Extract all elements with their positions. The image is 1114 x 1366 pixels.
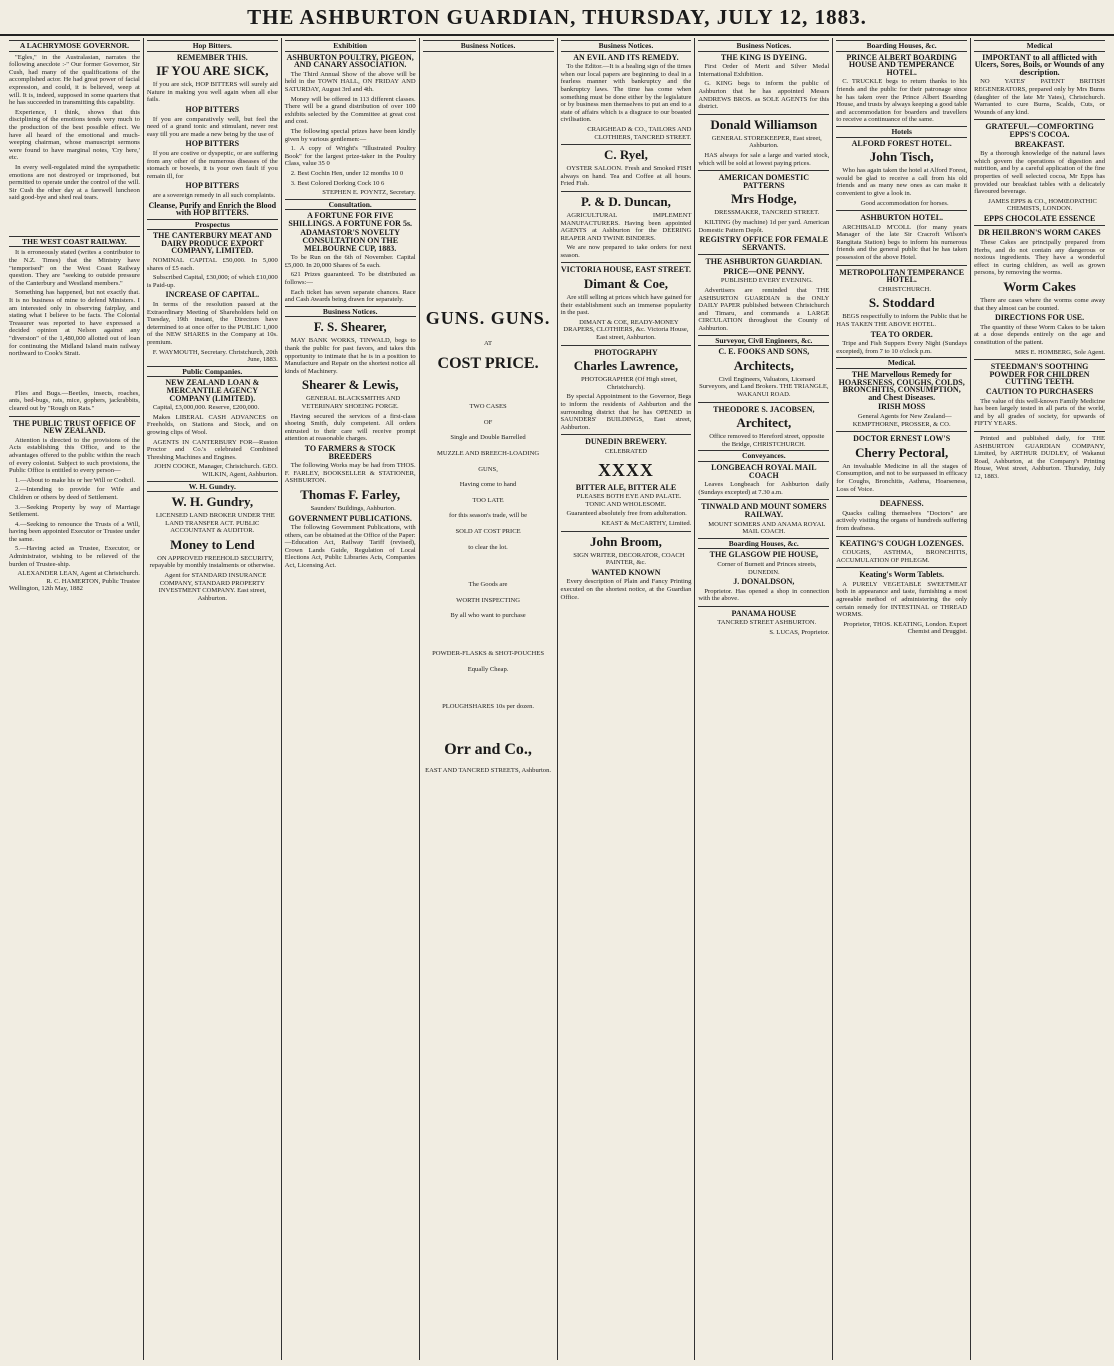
ad-text: MUZZLE AND BREECH-LOADING [436, 449, 540, 457]
section-header: Boarding Houses, &c. [836, 40, 967, 52]
section-header: Consultation. [285, 199, 416, 211]
ad-text: CHRISTCHURCH. [878, 285, 931, 293]
ad-heading: THE GLASGOW PIE HOUSE, [709, 550, 818, 560]
ad-text: ON APPROVED FREEHOLD SECURITY, repayable by monthly instalments or otherwise. [149, 554, 275, 570]
article-paragraph: Something has happened, but not exactly that. It is no business of mine to defend Ministers. I am interested only in observing fairplay, and stating what I believe to be facts. The Colonial Treasurer was reported to have expressed a decided opinion at Nelson against any "diversion" of the 1,480,000 allotted out of loan for continuing the Midland Island main railway northward to Cook's Strait. [9, 289, 140, 358]
ad-text: AGRICULTURAL IMPLEMENT MANUFACTURERS. Having been appointed AGENTS at Ashburton for the DEERING REAPER AND TWINE BINDERS. [560, 211, 692, 242]
ad-heading: PRICE—ONE PENNY. [723, 266, 805, 276]
ad-heading: THE Marvellous Remedy for HOARSENESS, COUGHS, COLDS, BRONCHITIS, CONSUMPTION, and Chest Diseases. [838, 370, 965, 402]
ad-heading: Mrs Hodge, [730, 191, 797, 207]
ad-text: G. KING begs to inform the public of Ashburton that he has appointed Messrs ANDREWS BROS. as SOLE AGENTS for this district. [698, 80, 830, 111]
ad-text: Tripe and Fish Suppers Every Night (Sundays excepted), from 7 to 10 o'clock p.m. [836, 340, 968, 355]
ad-text: Single and Double Barrelled [450, 434, 526, 442]
ad-text: By all who want to purchase [450, 612, 526, 620]
section-header: THE WEST COAST RAILWAY. [9, 236, 140, 248]
ad-heading: AN EVIL AND ITS REMEDY. [573, 52, 679, 62]
column-7 [833, 38, 971, 1360]
ad-text: KILTING (by machine) 1d per yard. American Domestic Pattern Depôt. [698, 218, 830, 234]
ad-text: If you are sick, HOP BITTERS will surely aid Nature in making you well again when all else fails. [146, 81, 278, 104]
section-header: Hop Bitters. [147, 40, 278, 52]
ad-heading: BREAKFAST. [1014, 139, 1065, 149]
ad-heading: Charles Lawrence, [573, 358, 679, 374]
ad-heading: TINWALD AND MOUNT SOMERS RAILWAY. [701, 502, 827, 519]
ad-heading: DUNEDIN BREWERY. [585, 437, 667, 447]
ad-text: An invaluable Medicine in all the stages of Consumption, and not to be surpassed in efficacy for Coughs, Bronchitis, Asthma, Hoarseness, Loss of Voice. [836, 462, 968, 493]
list-item: 3.—Seeking Property by way of Marriage Settlement. [9, 503, 140, 519]
ad-heading: Thomas F. Farley, [300, 486, 401, 502]
ad-heading: BITTER ALE, BITTER ALE [575, 482, 677, 492]
column-1 [6, 38, 144, 1360]
ad-text: MOUNT SOMERS AND ANAMA ROYAL MAIL COACH. [708, 520, 826, 536]
ad-text: 2. Best Cochin Hen, under 12 months 10 0 [290, 169, 404, 177]
ad-heading: ASHBURTON POULTRY, PIGEON, AND CANARY ASSOCIATION. [286, 52, 414, 70]
ad-heading: VICTORIA HOUSE, EAST STREET. [560, 265, 691, 275]
ad-text: are a sovereign remedy in all such complaints. [152, 191, 276, 199]
ad-text: to clear the lot. [468, 543, 508, 551]
signature: ALEXANDER LEAN, Agent at Christchurch. [17, 570, 140, 578]
ad-text: AGENTS IN CANTERBURY FOR—Ruston Proctor and Co.'s celebrated Combined Threshing Machines and Engines. [146, 438, 278, 461]
signature: R. C. HAMERTON, Public Trustee [46, 577, 140, 585]
ad-heading: Architect, [736, 415, 792, 431]
ad-text: JAMES EPPS & CO., HOMŒOPATHIC CHEMISTS, LONDON. [988, 197, 1097, 213]
ad-text: To the Editor.—It is a healing sign of the times when our local papers are beginning to deal in a fearless manner with bankruptcy and the bankruptcy laws. The time has come when something must be done either by the legislature or by business men themselves to put an end to a state of affairs which is a disgrace to our boasted civilisation. [560, 63, 692, 124]
ad-heading: C. Ryel, [603, 147, 648, 163]
section-header: Surveyor, Civil Engineers, &c. [698, 335, 829, 347]
ad-text: Agent for STANDARD INSURANCE COMPANY, STANDARD PROPERTY INVESTMENT COMPANY. East street, Ashburton. [158, 572, 267, 602]
ad-heading: ALFORD FOREST HOTEL. [851, 138, 952, 148]
ad-heading: HOP BITTERS [185, 139, 240, 149]
ad-heading: CAUTION TO PURCHASERS [985, 386, 1094, 396]
article-paragraph: Attention is directed to the provisions of the Acts establishing this Office, and to the advantages offered to the public within the reach of every colonist. Subject to such provisions, the Public Office is entitled to every person— [9, 436, 140, 475]
ad-text: Every description of Plain and Fancy Printing executed on the shortest notice, at the Guardian Office. [560, 578, 692, 601]
section-header: Business Notices. [423, 40, 554, 52]
ad-text: The Third Annual Show of the above will be held in the TOWN HALL, ON FRIDAY AND SATURDAY, August 3rd and 4th. [284, 70, 416, 93]
columns [6, 38, 1108, 1360]
ad-text: CELEBRATED [604, 447, 647, 455]
ad-text: for this season's trade, will be [449, 512, 528, 520]
list-item: 1.—About to make his or her Will or Codicil. [15, 476, 136, 484]
ad-text: Makes LIBERAL CASH ADVANCES on Freeholds, on Stations and Stock, and on growing clips of Wool. [146, 413, 278, 436]
ad-text: COUGHS, ASTHMA, BRONCHITIS, ACCUMULATION OF PHLEGM. [836, 549, 968, 564]
ad-text: Capital, £3,000,000. Reserve, £200,000. [152, 404, 260, 412]
ad-heading: AMERICAN DOMESTIC PATTERNS [718, 173, 810, 190]
list-item: 4.—Seeking to renounce the Trusts of a Will, having been appointed Executor or Trustee under the same. [9, 520, 140, 543]
ad-heading: ASHBURTON HOTEL. [860, 213, 944, 223]
ad-heading: EPPS CHOCOLATE ESSENCE [983, 213, 1096, 223]
ad-heading: Orr and Co., [444, 740, 532, 758]
ad-text: C. TRUCKLE begs to return thanks to his friends and the public for their patronage since he has taken over the Prince Albert Boarding House, and trusts by always keeping a good table and accommodation for boarders and travellers to receive a continuance of the same. [836, 78, 968, 124]
ad-text: If you are comparatively well, but feel the need of a grand tonic and stimulant, never rest easy till you are made a new being by the use of [146, 115, 278, 138]
ad-text: By a thorough knowledge of the natural laws which govern the operations of digestion and nutrition, and by a careful application of the fine properties of well selected cocoa, Mr Epps has provided our breakfast tables with a delicately flavoured beverage. [974, 150, 1105, 196]
section-header: Public Companies. [147, 366, 278, 378]
ad-heading: LONGBEACH ROYAL MAIL COACH [711, 462, 817, 480]
ad-heading: PRINCE ALBERT BOARDING HOUSE AND TEMPERANCE HOTEL. [846, 52, 958, 77]
section-header: Hotels [836, 126, 967, 138]
ad-text: Saunders' Buildings, Ashburton. [310, 504, 396, 512]
ad-heading: REMEMBER THIS. [176, 52, 248, 62]
article-paragraph: Flies and Bugs.—Beetles, insects, roaches, ants, bed-bugs, rats, mice, gophers, jackrabbits, cleared out by "Rough on Rats." [9, 389, 140, 412]
ad-heading: PANAMA HOUSE [731, 608, 797, 618]
ad-text: DRESSMAKER, TANCRED STREET. [714, 209, 820, 217]
ad-text: GUNS, [478, 465, 498, 473]
column-8 [971, 38, 1108, 1360]
section-header: Medical [974, 40, 1105, 52]
ad-heading: WANTED KNOWN [591, 567, 661, 577]
ad-text: OF [483, 418, 493, 426]
ad-text: Proprietor. Has opened a shop in connection with the above. [698, 587, 830, 603]
ad-text: OYSTER SALOON. Fresh and Smoked FISH always on hand. Tea and Coffee at all hours. Fried Fish. [560, 165, 692, 188]
ad-heading: IMPORTANT to all afflicted with Ulcers, Sores, Boils, or Wounds of any description. [974, 52, 1105, 77]
ad-heading: INCREASE OF CAPITAL. [165, 290, 260, 300]
ad-text: Leaves Longbeach for Ashburton daily (Sundays excepted) at 7.30 a.m. [698, 481, 830, 496]
ad-text: MAY BANK WORKS, TINWALD, begs to thank the public for past favors, and takes this opportunity to intimate that he is in a position to Manufacture and Repair on the shortest notice all kinds of Machinery. [284, 337, 416, 375]
ad-text: GENERAL BLACKSMITHS AND VETERINARY SHOEING FORGE. [301, 395, 401, 410]
column-3 [282, 38, 420, 1360]
ad-text: BEGS respectfully to inform the Public that he HAS TAKEN THE ABOVE HOTEL. [836, 313, 968, 329]
ad-text: In terms of the resolution passed at the Extraordinary Meeting of Shareholders held on Tuesday, 19th instant, the Directors have determined to at once offer to the PUBLIC 1,000 of the NEW SHARES in the Company at 10s. premium. [146, 301, 278, 346]
section-header: Prospectus [147, 219, 278, 231]
ad-text: AT [484, 339, 493, 347]
ad-text: TWO CASES [469, 403, 507, 411]
ad-heading: THEODORE S. JACOBSEN, [713, 404, 815, 414]
ad-text: ARCHIBALD M'COLL (for many years Manager of the late Sir Cracroft Wilson's Rangitata Station) begs to inform his numerous friends and the general public that he has taken possession of the above Hotel. [836, 223, 968, 262]
section-header: Business Notices. [561, 40, 692, 52]
section-header: Conveyances. [698, 450, 829, 462]
ad-text: We are now prepared to take orders for next season. [560, 244, 692, 259]
ad-text: Quacks calling themselves "Doctors" are actively visiting the organs of hundreds suffering from deafness. [836, 509, 968, 532]
ad-text: To be Run on the 6th of November. Capital £5,000. In 20,000 Shares of 5s each. [284, 254, 416, 269]
ad-text: POWDER-FLASKS & SHOT-POUCHES [432, 649, 544, 657]
ad-text: The following special prizes have been kindly given by various gentlemen:— [284, 127, 416, 143]
ad-heading: XXXX [597, 459, 654, 480]
ad-text: General Agents for New Zealand—KEMPTHORNE, PROSSER, & CO. [852, 412, 952, 428]
ad-text: TANCRED STREET ASHBURTON. [717, 619, 817, 627]
ad-heading: Worm Cakes [1003, 279, 1076, 295]
ad-text: Civil Engineers, Valuators, Licensed Surveyors, and Land Brokers. THE TRIANGLE, WAKANUI ROAD. [699, 375, 829, 398]
ad-heading: J. DONALDSON, [733, 577, 795, 587]
ad-heading: Shearer & Lewis, [301, 377, 399, 393]
signature: MRS E. HOMBERG, Sole Agent. [1015, 348, 1105, 356]
ad-text: GENERAL STOREKEEPER, East street, Ashburton. [711, 134, 822, 150]
ad-text: There are cases where the worms come away that they almost can be counted. [974, 297, 1105, 312]
ad-text: PHOTOGRAPHER (Of High street, Christchurch). [581, 376, 677, 391]
ad-text: First Order of Merit and Silver Medal International Exhibition. [698, 63, 830, 78]
masthead [0, 0, 1114, 36]
signature: CRAIGHEAD & CO., TAILORS AND CLOTHIERS, TANCRED STREET. [587, 125, 692, 141]
ad-heading: GRATEFUL—COMFORTING EPPS'S COCOA. [985, 122, 1094, 139]
ad-heading: John Tisch, [869, 149, 934, 165]
dateline: Wellington, 12th May, 1882 [9, 585, 83, 593]
ad-text: These Cakes are principally prepared from Herbs, and do not contain any dangerous or noxious ingredients. They have a wonderful effect in curing children, as well as grown persons, by removing the worms. [974, 239, 1105, 277]
ad-text: By special Appointment to the Governor, Begs to inform the residents of Ashburton and the surrounding district that he has OPENED in SAUNDERS' BUILDINGS, East street, Ashburton. [560, 393, 692, 431]
ad-heading: IRISH MOSS [878, 402, 926, 412]
ad-heading: Architects, [733, 357, 794, 373]
section-header: Boarding Houses, &c. [698, 538, 829, 550]
signature: F. WAYMOUTH, Secretary. Christchurch, 20th June, 1883. [152, 348, 278, 364]
ad-text: If you are costive or dyspeptic, or are suffering from any other of the numerous diseases of the stomach or bowels, it is your own fault if you remain ill, for [146, 149, 278, 180]
ad-heading: TEA TO ORDER. [870, 329, 933, 339]
ad-text: Who has again taken the hotel at Alford Forest, would be glad to receive a call from his old friends and as many new ones as can make it convenient to give a look in. [836, 167, 968, 197]
ad-text: DIMANT & COE, READY-MONEY DRAPERS, CLOTHIERS, &c. Victoria House, East street, Ashburton. [563, 318, 689, 342]
ad-text: Are still selling at prices which have gained for their establishment such an immense popularity in the past. [560, 294, 692, 317]
ad-heading: STEEDMAN'S SOOTHING POWDER FOR CHILDREN CUTTING TEETH. [989, 362, 1090, 387]
ad-heading: C. E. FOOKS AND SONS, [718, 347, 810, 357]
ad-heading: Money to Lend [170, 536, 255, 552]
ad-text: SIGN WRITER, DECORATOR, COACH PAINTER, &c. [573, 551, 685, 567]
ad-heading: Cleanse, Purify and Enrich the Blood with HOP BITTERS. [148, 200, 277, 218]
signature: KEAST & McCARTHY, Limited. [601, 519, 692, 527]
ad-heading: HOP BITTERS [185, 104, 240, 114]
list-item: 5.—Having acted as Trustee, Executor, or Administrator, wishing to be relieved of the burden of Trustee-ship. [9, 545, 140, 568]
ad-text: PLEASES BOTH EYE AND PALATE. TONIC AND WHOLESOME. [576, 493, 682, 508]
ad-heading: S. Stoddard [868, 295, 935, 311]
ad-heading: Donald Williamson [710, 116, 818, 132]
ad-heading: DIRECTIONS FOR USE. [994, 313, 1085, 323]
ad-heading: DEAFNESS. [879, 499, 924, 509]
ad-text: NO YATES' PATENT BRITISH REGENERATORS, prepared only by Mrs Burns (daughter of the late Mr Yates), Christchurch. Warranted to cure Burns, Scalds, Cuts, or Wounds of any kind. [974, 78, 1105, 116]
ad-text: Corner of Burnett and Princes streets, DUNEDIN. [717, 560, 817, 576]
ad-heading: TO FARMERS & STOCK BREEDERS [304, 443, 396, 461]
ad-text: Subscribed Capital, £30,000; of which £10,000 is Paid-up. [146, 274, 278, 289]
ad-heading: GUNS. GUNS. [425, 307, 551, 328]
ad-heading: Cherry Pectoral, [855, 444, 949, 460]
column-2 [144, 38, 282, 1360]
ad-heading: F. S. Shearer, [313, 319, 387, 335]
ad-heading: NEW ZEALAND LOAN & MERCANTILE AGENCY COMPANY (LIMITED). [165, 378, 260, 403]
section-header: Medical. [836, 357, 967, 369]
section-header: W. H. Gundry. [147, 481, 278, 493]
column-5 [558, 38, 696, 1360]
signature: S. LUCAS, Proprietor. [769, 629, 830, 637]
section-header: A LACHRYMOSE GOVERNOR. [9, 40, 140, 52]
ad-heading: DOCTOR ERNEST LOW'S [853, 434, 951, 444]
section-header: Exhibition [285, 40, 416, 52]
ad-heading: THE ASHBURTON GUARDIAN. [705, 257, 823, 267]
ad-text: The value of this well-known Family Medicine has been largely tested in all parts of the world, and by all grades of society, for upwards of FIFTY YEARS. [974, 397, 1105, 428]
ad-heading: P. & D. Duncan, [581, 193, 671, 209]
ad-text: A PURELY VEGETABLE SWEETMEAT both in appearance and taste, furnishing a most agreeable method of administering the only certain remedy for INTESTINAL or THREAD WORMS. [836, 580, 968, 619]
ad-heading: COST PRICE. [437, 355, 539, 373]
ad-heading: METROPOLITAN TEMPERANCE HOTEL. [839, 267, 965, 285]
ad-heading: W. H. Gundry, [171, 494, 254, 510]
masthead-title: THE ASHBURTON GUARDIAN, THURSDAY, JULY 12, 1883. [247, 4, 867, 29]
article-paragraph: Experience, I think, shows that this disciplining of the emotions tends very much to the production of the best possible effect. We have all heard of the emotional and much-weeping chairman, whose manuscript sermons were found to have marginal notes, 'Cry here,' etc. [9, 108, 140, 162]
ad-text: Office removed to Hereford street, opposite the Bridge, CHRISTCHURCH. [709, 433, 825, 448]
ad-heading: John Broom, [589, 533, 662, 549]
ad-text: The quantity of these Worm Cakes to be taken at a dose depends entirely on the age and constitution of the patient. [974, 323, 1105, 346]
ad-text: Having come to hand [459, 481, 517, 489]
ad-text: Each ticket has seven separate chances. Race and Cash Awards being drawn for separately. [284, 288, 416, 304]
signature: JOHN COOKE, Manager, Christchurch. GEO. WILKIN, Agent, Ashburton. [154, 463, 278, 478]
column-4 [420, 38, 558, 1360]
ad-text: LICENSED LAND BROKER UNDER THE LAND TRANSFER ACT. PUBLIC ACCOUNTANT & AUDITOR. [155, 512, 275, 535]
signature: Proprietor, THOS. KEATING, London. Export Chemist and Druggist. [843, 620, 968, 636]
section-header: Business Notices. [698, 40, 829, 52]
ad-heading: REGISTRY OFFICE FOR FEMALE SERVANTS. [699, 235, 829, 252]
ad-text: Guaranteed absolutely free from adulteration. [566, 510, 687, 518]
ad-heading: Keating's Worm Tablets. [859, 570, 944, 580]
ad-text: 3. Best Colored Dorking Cock 10 6 [290, 179, 385, 187]
ad-text: TOO LATE [472, 496, 504, 504]
ad-text: PLOUGHSHARES 10s per dozen. [442, 703, 535, 711]
ad-heading: THE CANTERBURY MEAT AND DAIRY PRODUCE EXPORT COMPANY, LIMITED. [152, 231, 272, 256]
ad-text: WORTH INSPECTING [456, 596, 520, 604]
ad-text: Having secured the services of a first-class shoeing Smith, duly competent. All orders entrusted to their care will receive prompt attention at reasonable charges. [284, 412, 416, 443]
ad-text: The following Government Publications, with others, can be obtained at the Office of the Paper:—Education Act, Railway Tariff (revised), Crown Lands Guide, Regulation of Local Elections Act, Public Libraries Acts, Companies Act, Licensing Act. [284, 524, 416, 570]
ad-text: NOMINAL CAPITAL £50,000. In 5,000 shares of £5 each. [146, 257, 278, 272]
section-header: Business Notices. [285, 306, 416, 318]
article-paragraph: It is erroneously stated (writes a contributor to the N.Z. Times) that the Ministry have "temporised" on the West Coast Railway question. They are "seeking to outside pressure of the Canterbury and Westland members." [9, 249, 140, 287]
ad-heading: Dimant & Coe, [583, 276, 668, 292]
ad-heading: ADAMASTOR'S NOVELTY CONSULTATION ON THE MELBOURNE CUP, 1883. [300, 228, 401, 253]
ad-text: 1. A copy of Wright's "Illustrated Poultry Book" for the largest prize-taker in the Poultry Class, value 35 0 [284, 145, 416, 168]
ad-text: Money will be offered in 113 different classes. There will be a grand distribution of over 100 exhibits selected by the Committee at great cost and cost. [284, 95, 416, 126]
list-item: 2.—Intending to provide for Wife and Children or others by deed of Settlement. [9, 486, 140, 501]
ad-heading: HOP BITTERS [185, 181, 240, 191]
ad-text: The following Works may be had from THOS. F. FARLEY, BOOKSELLER & STATIONER, ASHBURTON. [284, 462, 416, 485]
ad-heading: A FORTUNE FOR FIVE SHILLINGS. A FORTUNE FOR 5s. [288, 211, 413, 228]
ad-heading: KEATING'S COUGH LOZENGES. [839, 538, 964, 548]
imprint: Printed and published daily, for THE ASHBURTON GUARDIAN COMPANY, Limited, by ARTHUR DUDLEY, of Wakanui Road, Ashburton, at the Company's Printing House, West street, Ashburton. Thursday, July 12, 1883. [974, 434, 1105, 480]
ad-heading: IF YOU ARE SICK, [156, 63, 269, 79]
ad-heading: PHOTOGRAPHY [594, 347, 658, 357]
ad-text: EAST AND TANCRED STREETS, Ashburton. [425, 766, 552, 774]
signature: STEPHEN E. POYNTZ, Secretary. [322, 189, 416, 197]
ad-text: HAS always for sale a large and varied stock, which will be sold at lowest paying prices. [698, 151, 830, 167]
article-paragraph: In every well-regulated mind the sympathetic emotions are not destroyed or imprisoned, but permitted to operate under the control of the will. Sir Cush the other day at a farewell luncheon said good-bye and shed real tears. [9, 163, 140, 202]
column-6 [695, 38, 833, 1360]
ad-text: 621 Prizes guaranteed. To be distributed as follows:— [284, 271, 416, 287]
ad-text: Advertisers are reminded that THE ASHBURTON GUARDIAN is the ONLY DAILY PAPER published between Christchurch and Timaru, and commands a LARGE CIRCULATION throughout the County of Ashburton. [698, 287, 830, 333]
ad-text: PUBLISHED EVERY EVENING. [720, 277, 813, 285]
ad-heading: THE KING IS DYEING. [720, 52, 807, 62]
ad-text: Equally Cheap. [467, 665, 509, 673]
notice-title: THE PUBLIC TRUST OFFICE OF NEW ZEALAND. [13, 418, 136, 436]
ad-text: Good accommodation for horses. [860, 199, 949, 207]
ad-heading: GOVERNMENT PUBLICATIONS. [288, 513, 412, 523]
ad-text: The Goods are [468, 581, 508, 589]
ad-heading: DR HEILBRON'S WORM CAKES [978, 228, 1101, 238]
article-paragraph: "Egles," in the Australasian, narrates the following anecdote :-" Our former Governor, Sir Cush, had many of the qualifications of the accomplished actor. He had great power of facial expression, and could, it is believed, weep at will. It is, indeed, supposed in some quarters that he has succeeded in transmitting this capability. [9, 53, 140, 107]
ad-text: SOLD AT COST PRICE [455, 527, 521, 535]
